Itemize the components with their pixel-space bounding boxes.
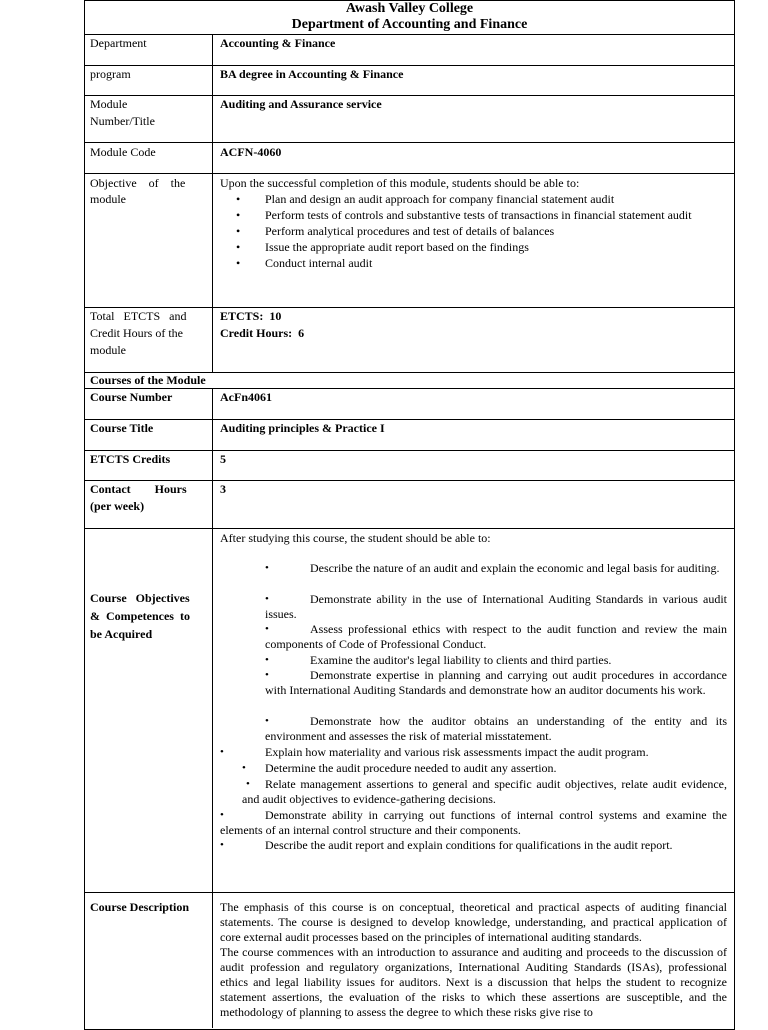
row-divider xyxy=(84,95,735,96)
list-item: • Describe the audit report and explain conditions for qualifications in the audit report. xyxy=(220,838,673,852)
row-divider xyxy=(84,892,735,893)
program-value: BA degree in Accounting & Finance xyxy=(220,67,404,81)
list-item: • Demonstrate expertise in planning and carrying out audit procedures in accordance with International Auditing Standards and demonstrate how an auditor documents his work. xyxy=(265,668,727,697)
program-label: program xyxy=(90,67,131,81)
objective-intro: Upon the successful completion of this module, students should be able to: xyxy=(220,176,580,190)
course-objectives-label-line1: Course Objectives xyxy=(90,591,190,605)
row-divider xyxy=(84,173,735,174)
row-divider xyxy=(84,419,735,420)
list-item: • Examine the auditor's legal liability to clients and third parties. xyxy=(265,653,612,667)
list-item: • Perform tests of controls and substantive tests of transactions in financial statement audit xyxy=(220,207,730,223)
bullet-icon: • xyxy=(242,762,246,774)
list-item: • Plan and design an audit approach for company financial statement audit xyxy=(220,191,730,207)
course-objectives-label-line3: be Acquired xyxy=(90,627,153,641)
etcts-value: ETCTS: 10 xyxy=(220,309,282,323)
list-item: • Issue the appropriate audit report based on the findings xyxy=(220,239,730,255)
bullet-icon: • xyxy=(265,654,269,666)
objective-label xyxy=(90,175,205,207)
course-title-label: Course Title xyxy=(90,421,154,435)
module-title-label xyxy=(90,96,155,130)
module-title-label-line1: Module xyxy=(90,97,128,111)
row-divider xyxy=(84,450,735,451)
list-item: • Assess professional ethics with respect to the audit function and review the main components of Code of Professional Conduct. xyxy=(265,622,727,651)
college-name: Awash Valley College xyxy=(345,1,474,16)
bullet-icon: • xyxy=(220,839,224,851)
module-code-label: Module Code xyxy=(90,145,156,159)
objective-label-line1: Objective of the xyxy=(90,176,186,190)
objective-label-line2: module xyxy=(90,192,126,206)
list-item: • Explain how materiality and various risk assessments impact the audit program. xyxy=(220,745,649,759)
table-frame xyxy=(84,0,735,1030)
course-description-para2: The course commences with an introduction to assurance and auditing and proceeds to the discussion of audit profession and regulatory organizations, International Auditing Standards (ISAs), professional ethics and legal liability issues for auditors. Next is a discussion that helps the student to recognize statement assertions, the evaluation of the risks to which these assertions are susceptible, and the methodology of planning to assess the degree to which these risks give rise to xyxy=(220,945,727,1019)
department-heading: Department of Accounting and Finance xyxy=(291,17,528,32)
column-divider xyxy=(212,388,213,1028)
list-item: • Conduct internal audit xyxy=(220,255,730,271)
bullet-icon: • xyxy=(265,669,269,681)
course-objectives-label xyxy=(90,589,190,643)
row-divider xyxy=(84,142,735,143)
bullet-icon: • xyxy=(265,715,269,727)
row-divider xyxy=(84,65,735,66)
course-objectives-intro: After studying this course, the student should be able to: xyxy=(220,531,491,545)
list-item: • Describe the nature of an audit and explain the economic and legal basis for auditing. xyxy=(265,561,720,575)
bullet-icon: • xyxy=(246,778,250,790)
objective-list xyxy=(220,191,730,271)
list-item: • Demonstrate ability in the use of International Auditing Standards in various audit issues. xyxy=(265,592,727,621)
course-title-value: Auditing principles & Practice I xyxy=(220,421,385,435)
contact-hours-label-line1: Contact Hours xyxy=(90,482,187,496)
total-etcts-label xyxy=(90,308,186,359)
course-description-label: Course Description xyxy=(90,900,189,914)
course-description-para1: The emphasis of this course is on conceptual, theoretical and practical aspects of auditing financial statements. The course is designed to develop knowledge, understanding, and practical application of core external audit processes based on the principles of international auditing standards. xyxy=(220,900,727,944)
column-divider xyxy=(212,34,213,372)
course-number-value: AcFn4061 xyxy=(220,390,272,404)
list-item: • Perform analytical procedures and test of details of balances xyxy=(220,223,730,239)
department-value: Accounting & Finance xyxy=(220,36,336,50)
course-description-text xyxy=(220,900,727,1020)
course-number-label: Course Number xyxy=(90,390,173,404)
contact-hours-label xyxy=(90,481,187,515)
list-item: • Relate management assertions to general and specific audit objectives, relate audit evidence, and audit objectives to evidence-gathering decisions. xyxy=(242,777,727,806)
list-item: • Demonstrate how the auditor obtains an understanding of the entity and its environment and assesses the risk of material misstatement. xyxy=(265,714,727,743)
bullet-icon: • xyxy=(265,593,269,605)
bullet-icon: • xyxy=(220,809,224,821)
module-title-label-line2: Number/Title xyxy=(90,114,155,128)
objective-content xyxy=(220,175,730,271)
contact-hours-label-line2: (per week) xyxy=(90,499,145,513)
module-title-value: Auditing and Assurance service xyxy=(220,97,382,111)
total-etcts-label-line3: module xyxy=(90,343,126,357)
credit-hours-value: Credit Hours: 6 xyxy=(220,326,305,340)
row-divider xyxy=(84,34,735,35)
courses-section-title: Courses of the Module xyxy=(90,373,206,387)
module-document xyxy=(84,0,735,1024)
contact-hours-value: 3 xyxy=(220,482,226,496)
module-code-value: ACFN-4060 xyxy=(220,145,282,159)
course-credits-value: 5 xyxy=(220,452,226,466)
total-etcts-label-line1: Total ETCTS and xyxy=(90,309,187,323)
bullet-icon: • xyxy=(220,746,224,758)
department-label: Department xyxy=(90,36,147,50)
list-item: • Demonstrate ability in carrying out functions of internal control systems and examine the elements of an internal control structure and their components. xyxy=(220,808,727,837)
bullet-icon: • xyxy=(265,623,269,635)
list-item: • Determine the audit procedure needed to audit any assertion. xyxy=(242,761,557,775)
total-etcts-value xyxy=(220,308,304,342)
total-etcts-label-line2: Credit Hours of the xyxy=(90,326,183,340)
row-divider xyxy=(84,528,735,529)
course-objectives-label-line2: & Competences to xyxy=(90,609,190,623)
bullet-icon: • xyxy=(265,562,269,574)
course-credits-label: ETCTS Credits xyxy=(90,452,171,466)
row-divider xyxy=(84,388,735,389)
